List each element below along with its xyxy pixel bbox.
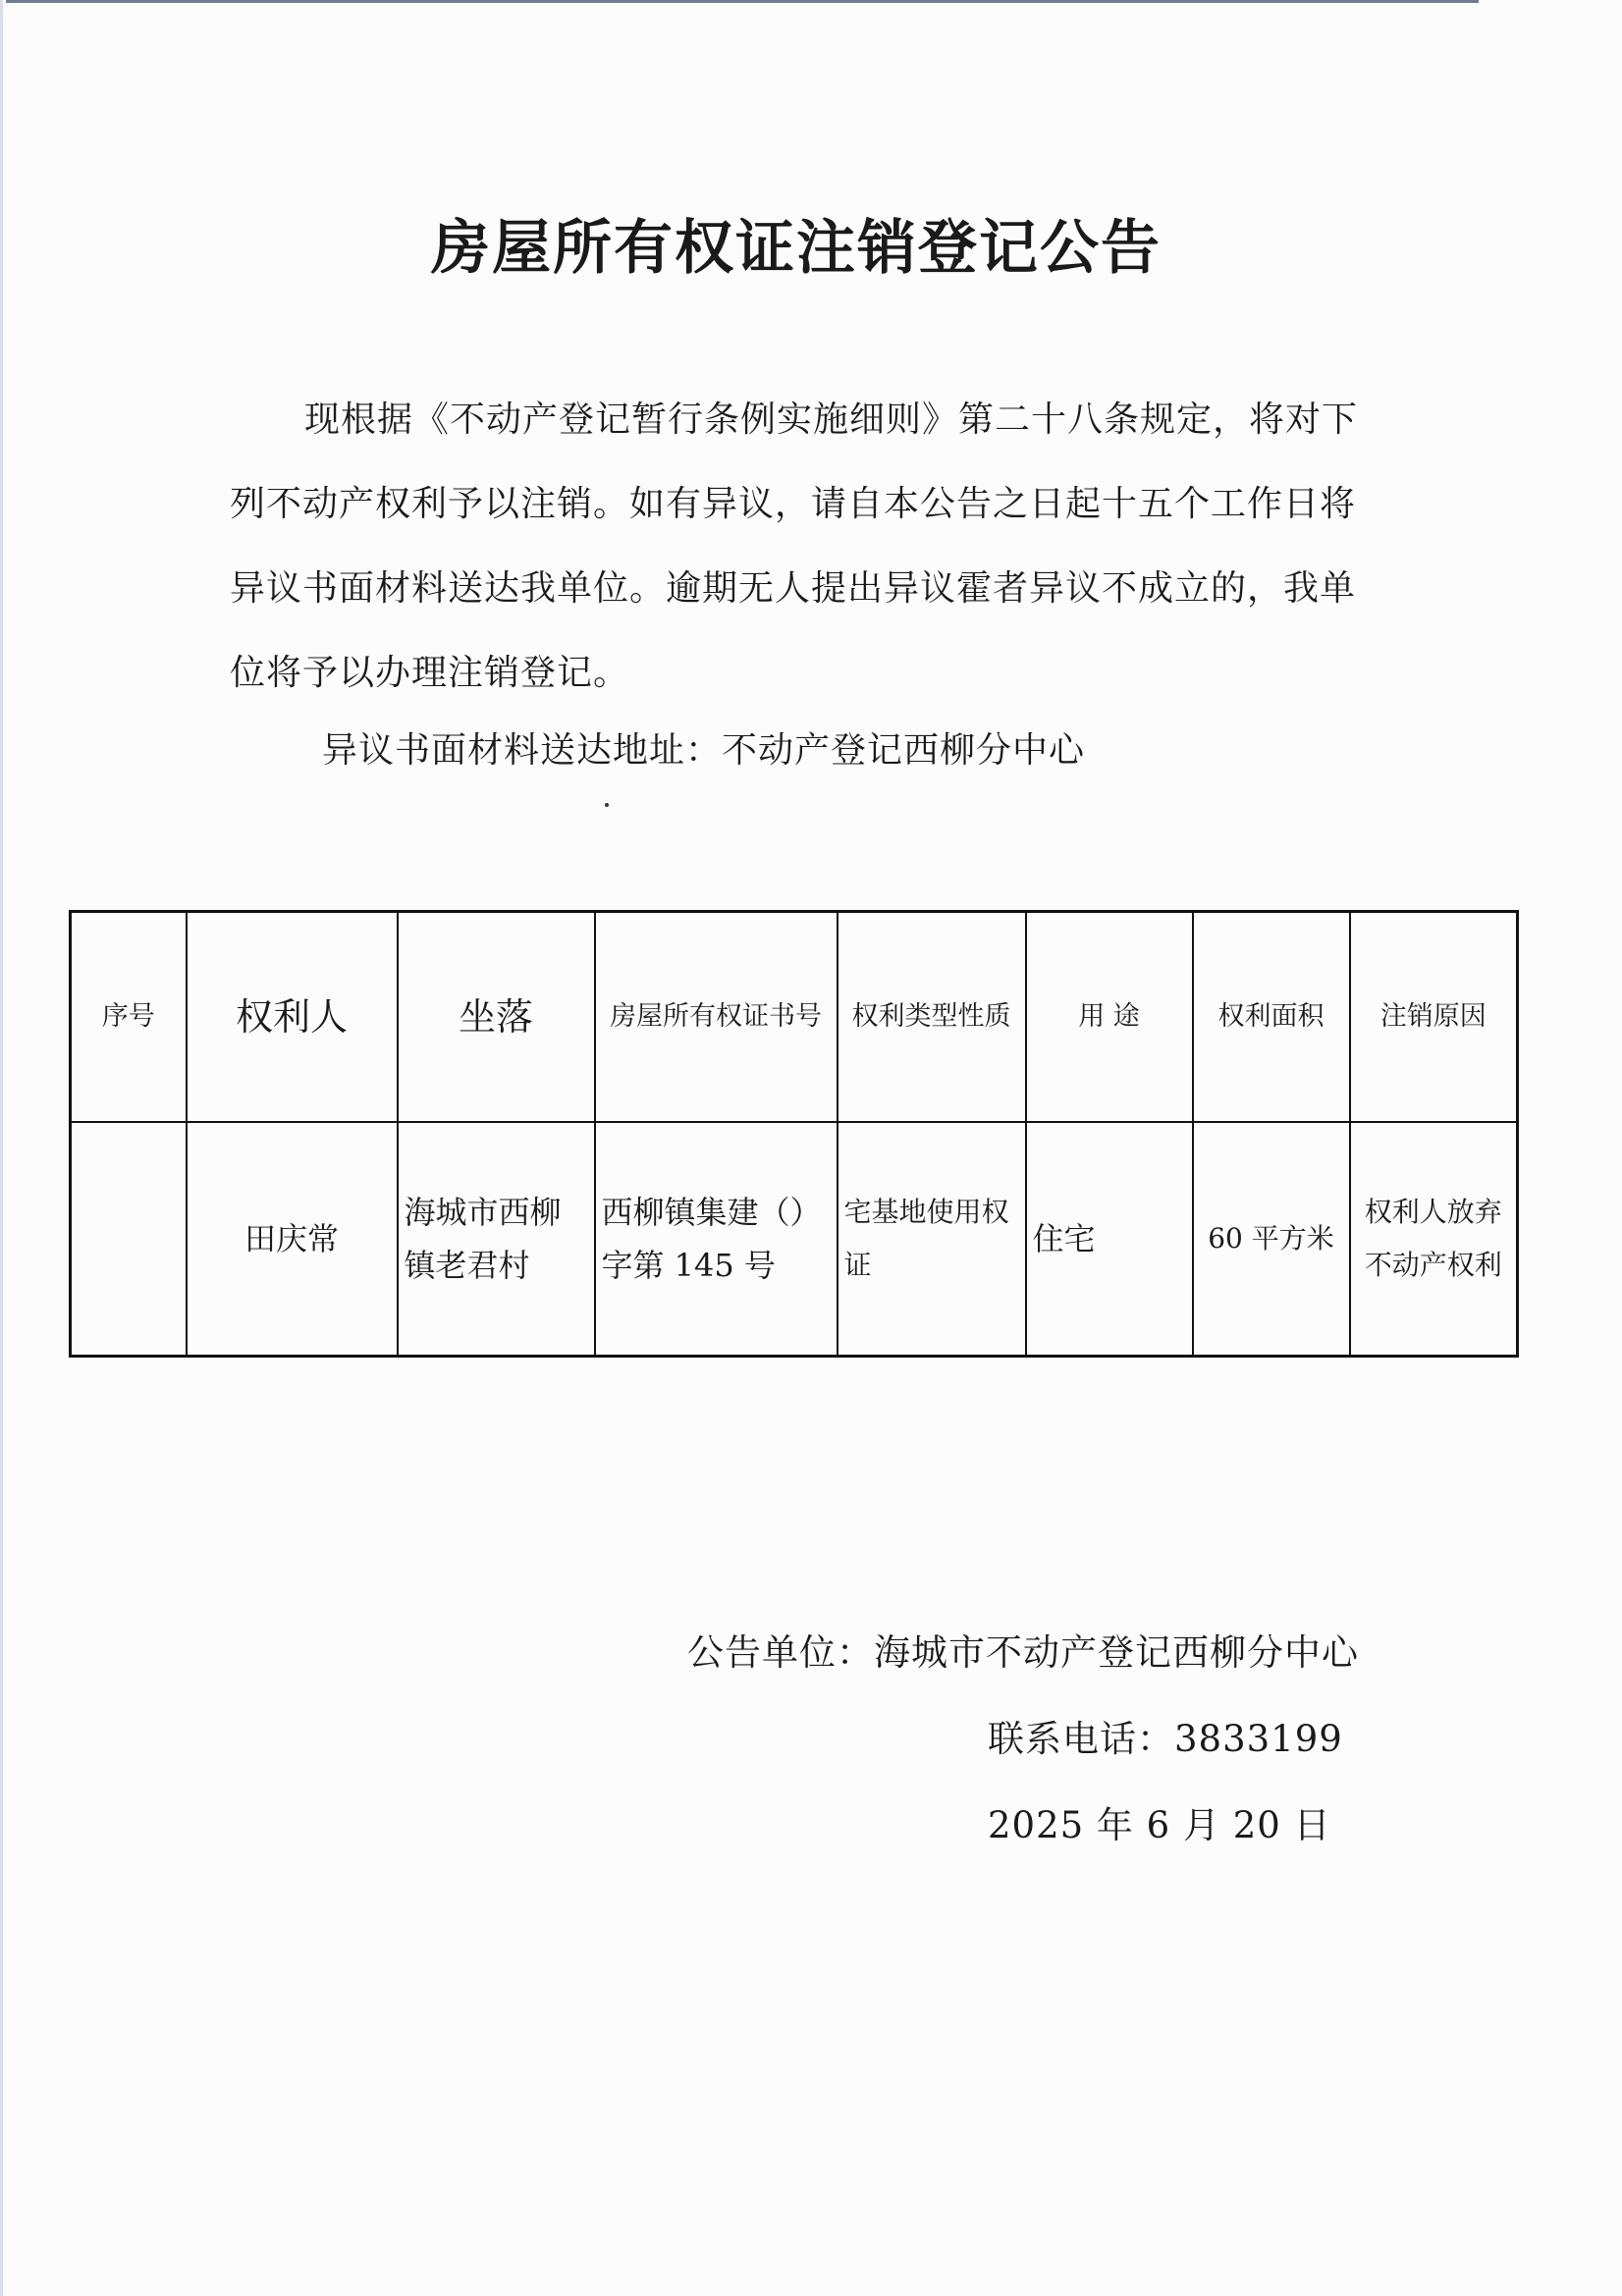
cell-area: 60 平方米 bbox=[1193, 1122, 1350, 1357]
header-reason: 注销原因 bbox=[1350, 912, 1518, 1123]
cell-seq bbox=[71, 1122, 187, 1357]
phone-line: 联系电话：3833199 bbox=[988, 1718, 1343, 1760]
left-scan-edge bbox=[0, 0, 3, 2296]
cancellation-table bbox=[69, 910, 1519, 1358]
cell-holder: 田庆常 bbox=[187, 1122, 398, 1357]
date-line: 2025 年 6 月 20 日 bbox=[988, 1804, 1331, 1846]
cell-reason: 权利人放弃不动产权利 bbox=[1350, 1122, 1518, 1357]
top-border-line bbox=[6, 0, 1479, 3]
scan-speck bbox=[605, 803, 609, 807]
header-seq: 序号 bbox=[71, 912, 187, 1123]
header-certificate: 房屋所有权证书号 bbox=[595, 912, 838, 1123]
header-area: 权利面积 bbox=[1193, 912, 1350, 1123]
cell-certificate: 西柳镇集建（）字第 145 号 bbox=[595, 1122, 838, 1357]
header-location: 坐落 bbox=[398, 912, 595, 1123]
header-holder: 权利人 bbox=[187, 912, 398, 1123]
table-header-row bbox=[71, 912, 1518, 1123]
issuer-line: 公告单位：海城市不动产登记西柳分中心 bbox=[687, 1631, 1359, 1674]
signature-block bbox=[687, 1610, 1433, 1869]
delivery-address: 异议书面材料送达地址：不动产登记西柳分中心 bbox=[322, 730, 1086, 771]
cell-right-type: 宅基地使用权证 bbox=[838, 1122, 1026, 1357]
cell-location: 海城市西柳镇老君村 bbox=[398, 1122, 595, 1357]
table-row bbox=[71, 1122, 1518, 1357]
notice-paragraph: 现根据《不动产登记暂行条例实施细则》第二十八条规定，将对下列不动产权利予以注销。如有异议，请自本公告之日起十五个工作日将异议书面材料送达我单位。逾期无人提出异议霍者异议不成立的，我单位将予以办理注销登记。 bbox=[230, 400, 1359, 693]
cell-usage: 住宅 bbox=[1026, 1122, 1193, 1357]
header-usage: 用 途 bbox=[1026, 912, 1193, 1123]
header-right-type: 权利类型性质 bbox=[838, 912, 1026, 1123]
page-title: 房屋所有权证注销登记公告 bbox=[431, 214, 1162, 283]
